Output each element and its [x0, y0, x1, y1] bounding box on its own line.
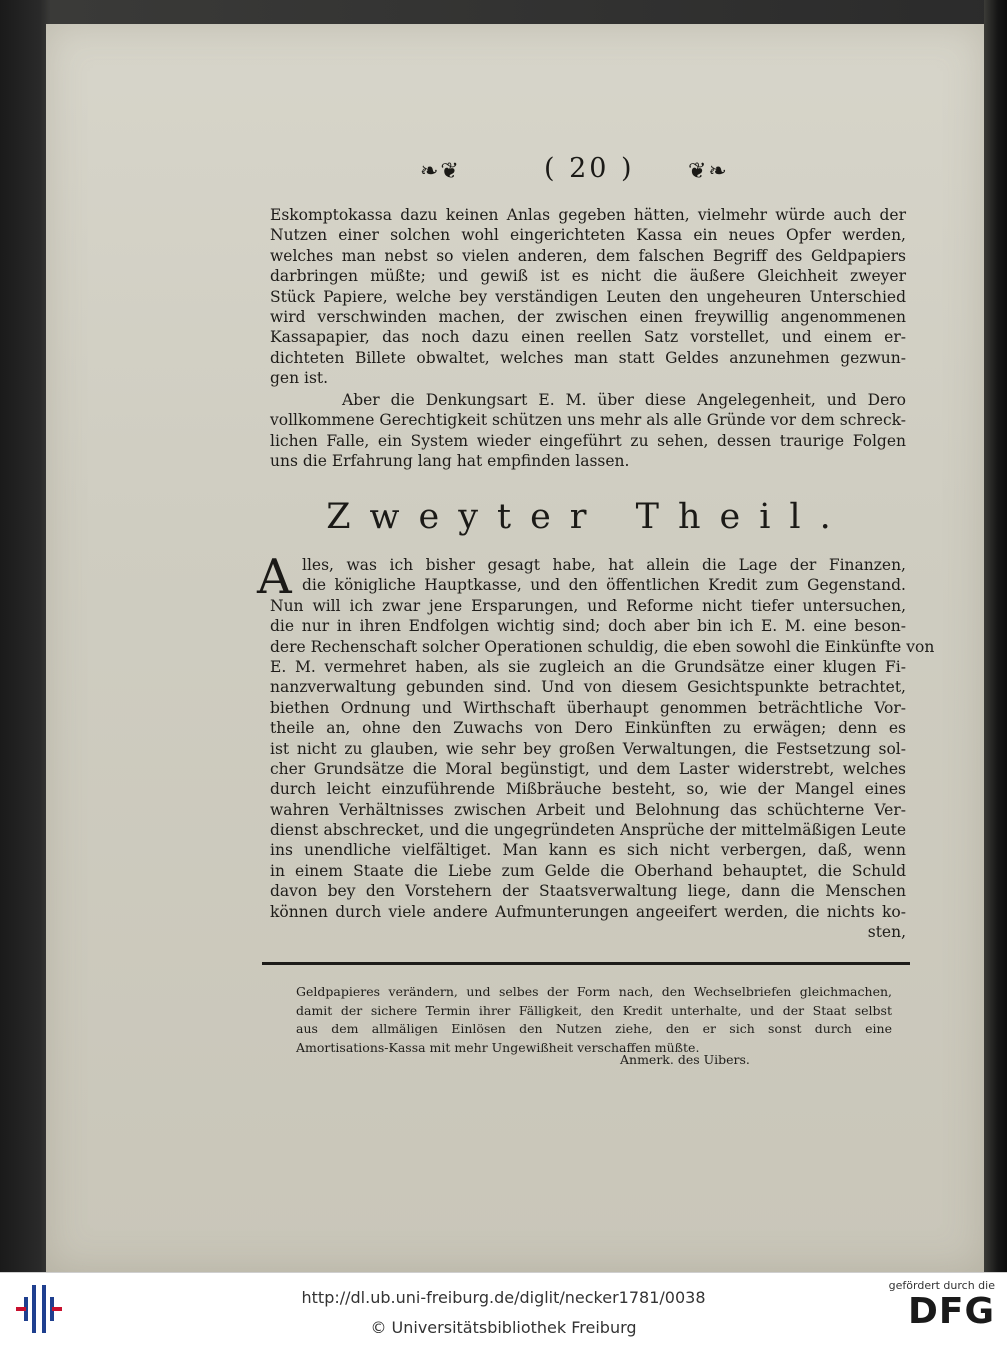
- paragraph-1: [270, 205, 906, 389]
- copyright-notice: © Universitätsbibliothek Freiburg: [370, 1318, 637, 1337]
- dfg-note: gefördert durch die: [888, 1279, 995, 1292]
- text-line: lichen Falle, ein System wieder eingeführt zu sehen, dessen traurige Folgen: [270, 431, 906, 450]
- text-line: dere Rechenschaft solcher Operationen schuldig, die eben sowohl die Einkünfte von: [270, 637, 935, 656]
- text-line: Nutzen einer solchen wohl eingerichteten Kassa ein neues Opfer werden,: [270, 226, 906, 245]
- paragraph-2: [270, 390, 906, 472]
- text-line: Kassapapier, das noch dazu einen reellen Satz vorstellet, und einem er-: [270, 328, 906, 347]
- dfg-wordmark: DFG: [907, 1291, 995, 1332]
- text-line: theile an, ohne den Zuwachs von Dero Einkünften zu erwägen; denn es: [270, 719, 906, 738]
- text-line: dienst abschrecket, und die ungegründeten Ansprüche der mittelmäßigen Leute: [270, 821, 906, 840]
- text-line: vollkommene Gerechtigkeit schützen uns mehr als alle Gründe vor dem schreck-: [270, 411, 906, 430]
- catchword: sten,: [867, 923, 906, 942]
- text-line: durch leicht einzuführende Mißbräuche besteht, so, wie der Mangel eines: [270, 780, 906, 799]
- text-line: Nun will ich zwar jene Ersparungen, und Reforme nicht tiefer untersuchen,: [270, 596, 906, 615]
- book-spine-edge: [984, 0, 1007, 1272]
- drop-capital: A: [257, 549, 292, 605]
- footnote-line: Geldpapieres verändern, und selbes der Form nach, den Wechselbriefen gleichmachen,: [296, 984, 892, 999]
- footnote-line: damit der sichere Termin ihrer Fälligkeit, den Kredit unterhalte, und der Staat selbst: [296, 1002, 892, 1018]
- footnote-divider: [262, 962, 910, 965]
- text-line: dichteten Billete obwaltet, welches man statt Geldes anzunehmen gezwun-: [270, 348, 906, 367]
- text-line: Eskomptokassa dazu keinen Anlas gegeben hätten, vielmehr würde auch der: [270, 206, 906, 224]
- text-line: Aber die Denkungsart E. M. über diese Angelegenheit, und Dero: [342, 391, 906, 409]
- text-line: können durch viele andere Aufmunterungen angeeifert werden, die nichts ko-: [270, 902, 906, 921]
- permalink-url[interactable]: http://dl.ub.uni-freiburg.de/diglit/necker1781/0038: [301, 1288, 706, 1307]
- footnote: [296, 983, 892, 1057]
- text-line: Stück Papiere, welche bey verständigen Leuten den ungeheuren Unterschied: [270, 287, 906, 306]
- footnote-line: Amortisations-Kassa mit mehr Ungewißheit verschaffen müßte.: [296, 1039, 700, 1055]
- footnote-line: aus dem allmäligen Einlösen den Nutzen ziehe, den er sich sonst durch eine: [296, 1021, 892, 1036]
- paragraph-3: [270, 555, 935, 942]
- page-header: [420, 153, 760, 193]
- text-line: die königliche Hauptkasse, und den öffentlichen Kredit zum Gegenstand.: [302, 576, 906, 595]
- text-line: gen ist.: [270, 369, 329, 388]
- text-line: ist nicht zu glauben, wie sehr bey großen Verwaltungen, die Festsetzung sol-: [270, 739, 906, 758]
- text-line: cher Grundsätze die Moral begünstigt, und dem Laster widerstrebt, welches: [270, 759, 906, 778]
- text-line: in einem Staate die Liebe zum Gelde die Oberhand behauptet, die Schuld: [270, 861, 906, 880]
- text-line: wird verschwinden machen, der zwischen einen freywillig angenommenen: [270, 307, 906, 326]
- text-line: die nur in ihren Endfolgen wichtig sind; doch aber bin ich E. M. eine beson-: [270, 617, 906, 636]
- text-line: uns die Erfahrung lang hat empfinden lassen.: [270, 452, 630, 471]
- page-number: ( 20 ): [544, 153, 635, 184]
- ornament-right-icon: ❦❧: [688, 159, 729, 184]
- text-line: davon bey den Vorstehern der Staatsverwaltung liege, dann die Menschen: [270, 882, 906, 901]
- section-heading: Zweyter Theil.: [326, 497, 850, 537]
- dfg-funding-logo: [875, 1279, 995, 1339]
- text-line: lles, was ich bisher gesagt habe, hat allein die Lage der Finanzen,: [302, 556, 906, 574]
- text-line: welches man nebst so vielen anderen, dem falschen Begriff des Geldpapiers: [270, 246, 906, 265]
- text-line: ins unendliche vielfältiget. Man kann es sich nicht verbergen, daß, wenn: [270, 841, 906, 860]
- text-line: biethen Ordnung und Wirthschaft überhaupt genommen beträchtliche Vor-: [270, 698, 906, 717]
- text-line: wahren Verhältnisses zwischen Arbeit und Belohnung das schüchterne Ver-: [270, 800, 906, 819]
- ornament-left-icon: ❧❦: [420, 159, 461, 184]
- text-line: E. M. vermehret haben, als sie zugleich an die Grundsätze einer klugen Fi-: [270, 657, 906, 676]
- text-line: darbringen müßte; und gewiß ist es nicht die äußere Gleichheit zweyer: [270, 267, 906, 286]
- footnote-signature: Anmerk. des Uibers.: [620, 1052, 750, 1067]
- text-line: nanzverwaltung gebunden sind. Und von diesem Gesichtspunkte betrachtet,: [270, 678, 906, 697]
